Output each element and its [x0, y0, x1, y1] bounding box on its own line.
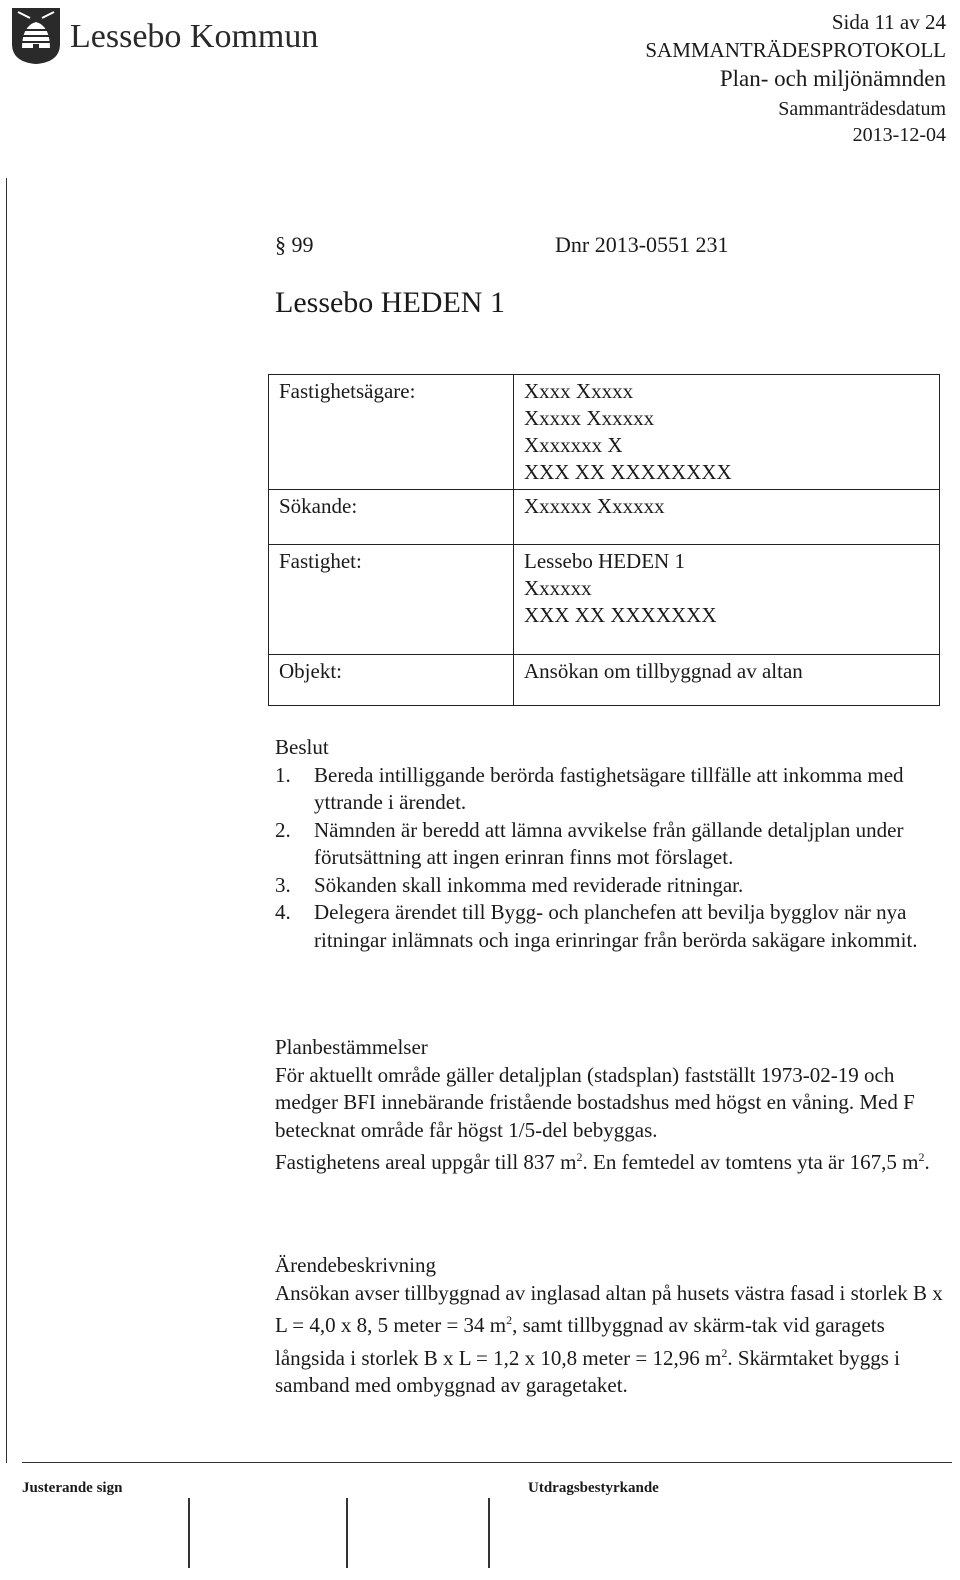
property-label: Fastighet: [279, 549, 362, 573]
owner-line: Xxxx Xxxxx [524, 379, 634, 403]
plan-area-part: . En femtedel av tomtens yta är 167,5 m [582, 1150, 919, 1174]
decision-item [275, 872, 945, 900]
decision-heading: Beslut [275, 735, 329, 759]
property-line: XXX XX XXXXXXX [524, 603, 717, 627]
superscript: 2 [918, 1150, 925, 1164]
applicant-value: Xxxxxx Xxxxxx [524, 494, 665, 518]
case-title: Lessebo HEDEN 1 [275, 286, 505, 319]
decision-item [275, 762, 945, 817]
document-type: SAMMANTRÄDESPROTOKOLL [645, 38, 946, 62]
property-line: Xxxxxx [524, 576, 592, 600]
object-label: Objekt: [279, 659, 342, 683]
plan-heading: Planbestämmelser [275, 1035, 428, 1059]
item-number: 3. [275, 872, 291, 897]
plan-area-text [275, 1144, 945, 1177]
decision-item [275, 899, 945, 954]
plan-regulations-section [275, 1034, 945, 1177]
plan-area-part: . [924, 1150, 930, 1174]
decision-section [275, 734, 945, 954]
case-description-section [275, 1252, 945, 1400]
description-text [275, 1280, 945, 1400]
meeting-date: 2013-12-04 [852, 124, 946, 146]
item-number: 4. [275, 900, 291, 924]
justerande-sign-label: Justerande sign [22, 1480, 123, 1496]
superscript: 2 [576, 1150, 583, 1164]
description-part: . Skärmtaket byggs i samband med ombyggnad av garagetaket. [275, 1345, 901, 1397]
owner-label: Fastighetsägare: [279, 379, 416, 403]
item-number: 2. [275, 817, 291, 842]
object-value: Ansökan om tillbyggnad av altan [524, 659, 803, 683]
item-text: Bereda intilliggande berörda fastighetsägare tillfälle att inkomma med yttrande i ärendet. [314, 762, 904, 814]
plan-area-part: Fastighetens areal uppgår till 837 m [275, 1150, 577, 1174]
owner-value-cell [514, 375, 940, 490]
applicant-label: Sökande: [279, 494, 358, 518]
municipality-logo [8, 4, 368, 66]
paragraph-number: § 99 [275, 232, 314, 257]
diary-number: Dnr 2013-0551 231 [555, 232, 729, 257]
beehive-crest-icon [8, 4, 64, 66]
owner-label-cell [269, 375, 514, 490]
signature-divider [488, 1498, 490, 1568]
signature-divider [346, 1498, 348, 1568]
description-part: Ansökan avser tillbyggnad av inglasad altan på husets västra fasad i storlek B x L = 4,0 x 8, 5 meter = 34 m [275, 1280, 943, 1337]
applicant-label-cell [269, 490, 514, 545]
object-value-cell [514, 655, 940, 706]
decision-list [275, 762, 945, 955]
logo-wordmark: Lessebo Kommun [70, 18, 319, 55]
date-label: Sammanträdesdatum [778, 98, 946, 120]
item-text: Nämnden är beredd att lämna avvikelse från gällande detaljplan under förutsättning att ingen erinran finns mot förslaget. [314, 817, 904, 869]
plan-text: För aktuellt område gäller detaljplan (stadsplan) fastställt 1973-02-19 och medger BFI innebärande fristående bostadshus med högst en våning. Med F betecknat område får högst 1/5-del bebyggas. [275, 1062, 915, 1142]
property-label-cell [269, 545, 514, 655]
applicant-value-cell [514, 490, 940, 545]
owner-line: Xxxxx Xxxxxx [524, 406, 655, 430]
case-info-table [268, 374, 940, 706]
signature-divider [188, 1498, 190, 1568]
owner-line: XXX XX XXXXXXXX [524, 460, 732, 484]
item-number: 1. [275, 762, 291, 787]
owner-line: Xxxxxxx X [524, 433, 623, 457]
item-text: Delegera ärendet till Bygg- och planchefen att bevilja bygglov när nya ritningar inlämnats och inga erinringar från berörda sakägare inkommit. [314, 900, 918, 952]
description-part: , samt tillbyggnad av skärm-tak vid garagets långsida i storlek B x L = 1,2 x 10,8 meter = 12,96 m [275, 1313, 885, 1370]
decision-item [275, 817, 945, 872]
superscript: 2 [721, 1345, 728, 1360]
description-heading: Ärendebeskrivning [275, 1253, 436, 1277]
footer-divider [22, 1462, 952, 1463]
superscript: 2 [506, 1313, 513, 1327]
property-line: Lessebo HEDEN 1 [524, 549, 685, 573]
page-number: Sida 11 av 24 [831, 10, 946, 34]
margin-rule [6, 178, 7, 1463]
property-value-cell [514, 545, 940, 655]
object-label-cell [269, 655, 514, 706]
utdragsbestyrkande-label: Utdragsbestyrkande [528, 1480, 659, 1496]
item-text: Sökanden skall inkomma med reviderade ritningar. [314, 872, 744, 897]
committee-name: Plan- och miljönämnden [719, 66, 946, 91]
